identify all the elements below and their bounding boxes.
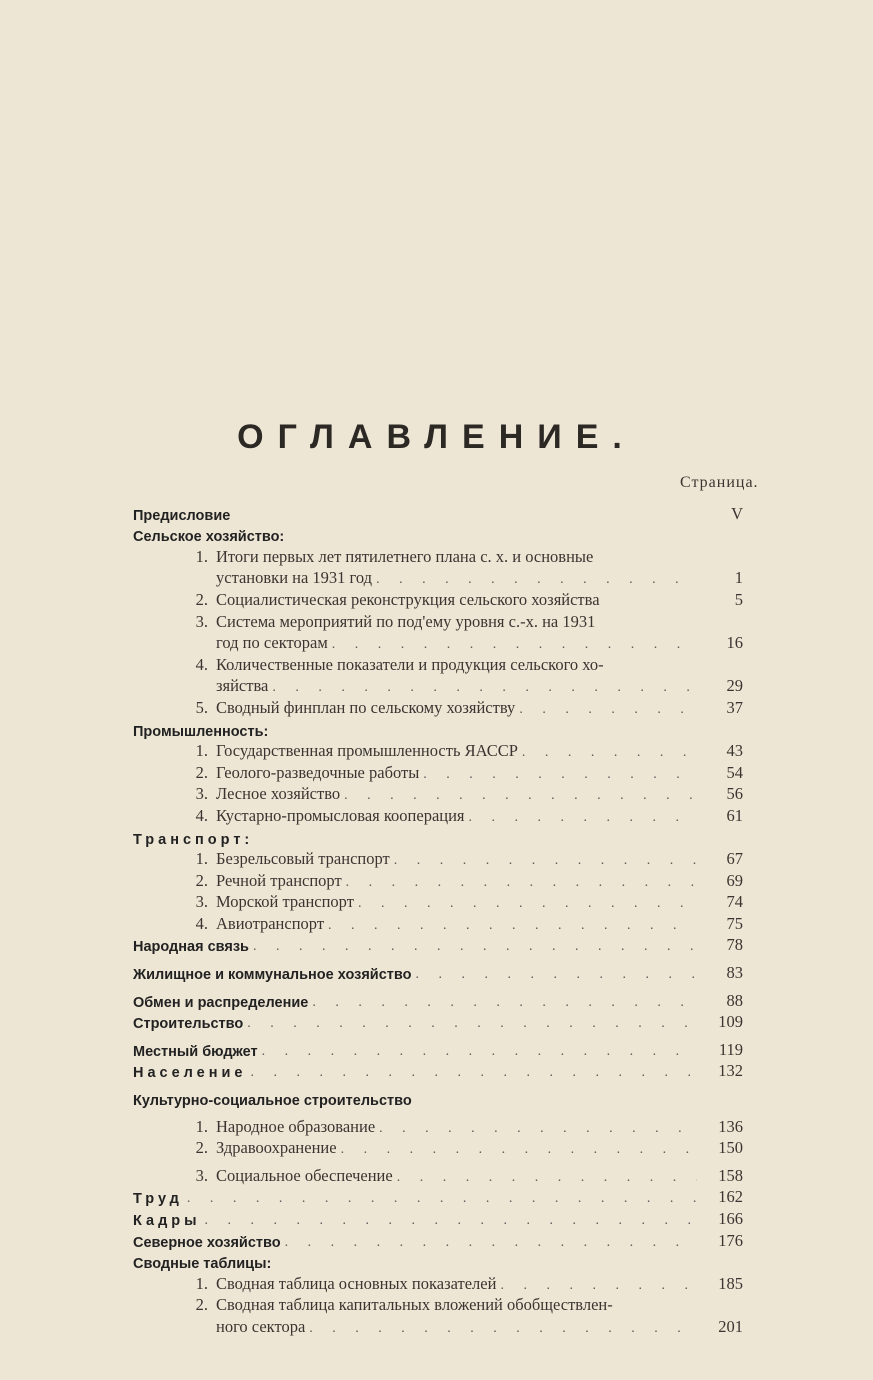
toc-page-number: 166 [718, 1209, 743, 1228]
dot-leader [346, 875, 697, 891]
toc-section-label: Культурно-социальное строительство [133, 1093, 412, 1110]
table-of-contents [133, 502, 743, 1337]
toc-item-label: Речной транспорт [216, 870, 342, 890]
toc-row [133, 632, 743, 654]
toc-row [133, 761, 743, 783]
toc-section-label: Народная связь [133, 939, 249, 956]
toc-page-number: 54 [726, 762, 743, 782]
toc-item-number: 4. [195, 654, 208, 674]
dot-leader [309, 1321, 697, 1337]
dot-leader [250, 1065, 697, 1081]
toc-row [133, 912, 743, 934]
toc-row [133, 1315, 743, 1337]
toc-section-label: Сводные таблицы: [133, 1256, 272, 1273]
toc-page-number: 162 [718, 1187, 743, 1207]
toc-row [133, 1229, 743, 1251]
toc-item-number: 1. [195, 1273, 208, 1293]
toc-item-number: 1. [195, 741, 208, 761]
dot-leader [253, 939, 697, 955]
toc-page-number: 74 [726, 892, 743, 912]
toc-item-number: 5. [195, 697, 208, 717]
toc-item-label: Безрельсовый транспорт [216, 849, 390, 869]
dot-leader [519, 702, 697, 718]
toc-row [133, 567, 743, 589]
toc-item [133, 590, 600, 610]
toc-row [133, 502, 743, 524]
toc-section-label: Строительство [133, 1016, 244, 1033]
toc-page-number: 56 [726, 784, 743, 804]
toc-item-label: Количественные показатели и продукция сельского хо- [216, 654, 604, 674]
dot-leader [341, 1142, 697, 1158]
toc-section-label: Предисловие [133, 507, 231, 524]
toc-page-number: 67 [726, 849, 743, 869]
dot-leader [522, 745, 697, 761]
page-title: ОГЛАВЛЕНИЕ. [237, 418, 636, 456]
toc-item-label: Система мероприятий по под'ему уровня с.-х. на 1931 [216, 611, 596, 631]
toc-item-label: Кустарно-промысловая кооперация [216, 805, 465, 825]
toc-item [133, 871, 342, 891]
dot-leader [205, 1213, 697, 1229]
dot-leader [394, 853, 697, 869]
toc-item-label: Лесное хозяйство [216, 784, 341, 804]
toc-row [133, 1011, 743, 1033]
toc-section-label: Обмен и распределение [133, 994, 309, 1011]
toc-row [133, 1164, 743, 1186]
toc-item [133, 1166, 393, 1186]
dot-leader [262, 1044, 697, 1060]
toc-row [133, 1115, 743, 1137]
toc-item [133, 655, 604, 675]
toc-item-number: 1. [195, 1116, 208, 1136]
toc-item [133, 892, 354, 912]
toc-row [133, 1038, 743, 1060]
toc-item-number: 2. [195, 589, 208, 609]
toc-row [133, 1137, 743, 1159]
toc-section-label: Промышленность: [133, 723, 269, 740]
toc-item-number: 2. [195, 870, 208, 890]
dot-leader [328, 918, 697, 934]
toc-page-number: 5 [734, 589, 743, 609]
toc-item [133, 1274, 496, 1294]
toc-item-label: Геолого-разведочные работы [216, 762, 420, 782]
toc-section-label: Сельское хозяйство: [133, 529, 285, 546]
toc-section-label: Жилищное и коммунальное хозяйство [133, 967, 412, 984]
toc-item [133, 741, 518, 761]
dot-leader [332, 637, 697, 653]
toc-page-number: 109 [718, 1012, 743, 1032]
toc-row [133, 1294, 743, 1316]
toc-page-number: 158 [718, 1165, 743, 1185]
toc-item [133, 698, 515, 718]
toc-item [133, 914, 324, 934]
dot-leader [358, 896, 697, 912]
toc-row [133, 804, 743, 826]
toc-row [133, 1060, 743, 1082]
toc-row [133, 1087, 743, 1109]
toc-item-label: Сводный финплан по сельскому хозяйству [216, 697, 516, 717]
toc-item-label: ного сектора [216, 1316, 306, 1336]
dot-leader [272, 680, 697, 696]
toc-row [133, 961, 743, 983]
toc-item [133, 806, 465, 826]
toc-page-number: 78 [726, 935, 743, 955]
toc-section-label: Транспорт: [133, 831, 254, 848]
toc-item [133, 1117, 375, 1137]
toc-row [133, 545, 743, 567]
toc-row [133, 826, 743, 848]
dot-leader [423, 767, 697, 783]
toc-item-number: 4. [195, 805, 208, 825]
toc-page-number: 29 [726, 676, 743, 696]
toc-item [133, 784, 340, 804]
toc-item-label: год по секторам [216, 633, 328, 653]
toc-item-number: 4. [195, 913, 208, 933]
toc-row [133, 1207, 743, 1229]
toc-page-number: V [731, 503, 743, 523]
dot-leader [344, 788, 697, 804]
toc-item-label: Авиотранспорт [216, 913, 325, 933]
toc-item [133, 763, 419, 783]
toc-row [133, 675, 743, 697]
toc-item-label: зяйства [216, 676, 269, 696]
toc-page-number: 83 [726, 963, 743, 983]
dot-leader [285, 1235, 697, 1251]
toc-item-label: Сводная таблица основных показателей [216, 1273, 497, 1293]
toc-row [133, 934, 743, 956]
dot-leader [500, 1278, 697, 1294]
dot-leader [312, 995, 697, 1011]
toc-page-number: 69 [726, 870, 743, 890]
toc-section-label: Население [133, 1065, 247, 1082]
toc-row [133, 718, 743, 740]
toc-page-number: 201 [718, 1316, 743, 1336]
toc-item-label: Государственная промышленность ЯАССР [216, 741, 518, 761]
toc-item [133, 1138, 337, 1158]
toc-page-number: 1 [734, 568, 743, 588]
toc-page-number: 136 [718, 1116, 743, 1136]
toc-item-label: установки на 1931 год [216, 568, 373, 588]
toc-page-number: 150 [718, 1138, 743, 1158]
toc-item-label: Здравоохранение [216, 1138, 337, 1158]
toc-page-number: 119 [718, 1039, 743, 1059]
toc-item [133, 1295, 613, 1315]
dot-leader [187, 1191, 697, 1207]
toc-item-number: 3. [195, 784, 208, 804]
toc-item-number: 3. [195, 1165, 208, 1185]
toc-row [133, 989, 743, 1011]
toc-page-number: 132 [718, 1061, 743, 1081]
toc-item-label: Итоги первых лет пятилетнего плана с. х. и основные [216, 546, 594, 566]
toc-item-label: Социалистическая реконструкция сельского хозяйства [216, 589, 600, 609]
toc-page-number: 16 [726, 633, 743, 653]
dot-leader [397, 1170, 697, 1186]
toc-row [133, 653, 743, 675]
page-column-label: Страница. [680, 474, 759, 491]
toc-page-number: 88 [726, 990, 743, 1010]
toc-item-number: 3. [195, 611, 208, 631]
toc-row [133, 848, 743, 870]
toc-page-number: 176 [718, 1230, 743, 1250]
toc-page-number: 61 [726, 805, 743, 825]
toc-item-number: 2. [195, 762, 208, 782]
toc-page-number: 43 [726, 741, 743, 761]
toc-item [133, 547, 593, 567]
toc-item-label: Морской транспорт [216, 892, 354, 912]
toc-page-number: 185 [718, 1273, 743, 1293]
toc-row [133, 869, 743, 891]
dot-leader [247, 1016, 697, 1032]
toc-item-label: Социальное обеспечение [216, 1165, 393, 1185]
dot-leader [376, 572, 697, 588]
toc-item-label: Народное образование [216, 1116, 376, 1136]
toc-item-number: 1. [195, 849, 208, 869]
dot-leader [415, 967, 697, 983]
toc-row [133, 1251, 743, 1273]
toc-item [133, 849, 390, 869]
toc-row [133, 891, 743, 913]
toc-row [133, 1272, 743, 1294]
toc-item-number: 2. [195, 1138, 208, 1158]
toc-row [133, 696, 743, 718]
toc-section-label: Северное хозяйство [133, 1234, 281, 1251]
toc-section-label: Кадры [133, 1213, 201, 1229]
toc-item [133, 612, 595, 632]
toc-row [133, 610, 743, 632]
toc-row [133, 588, 743, 610]
dot-leader [469, 810, 697, 826]
toc-page-number: 37 [726, 697, 743, 717]
toc-item-number: 1. [195, 546, 208, 566]
toc-row [133, 524, 743, 546]
toc-row [133, 783, 743, 805]
toc-row [133, 740, 743, 762]
dot-leader [379, 1121, 697, 1137]
toc-item-number: 2. [195, 1295, 208, 1315]
toc-row [133, 1186, 743, 1208]
toc-item-label: Сводная таблица капитальных вложений обобществлен- [216, 1295, 613, 1315]
toc-item-number: 3. [195, 892, 208, 912]
toc-section-label: Труд [133, 1191, 183, 1208]
toc-page-number: 75 [726, 913, 743, 933]
toc-section-label: Местный бюджет [133, 1043, 258, 1060]
